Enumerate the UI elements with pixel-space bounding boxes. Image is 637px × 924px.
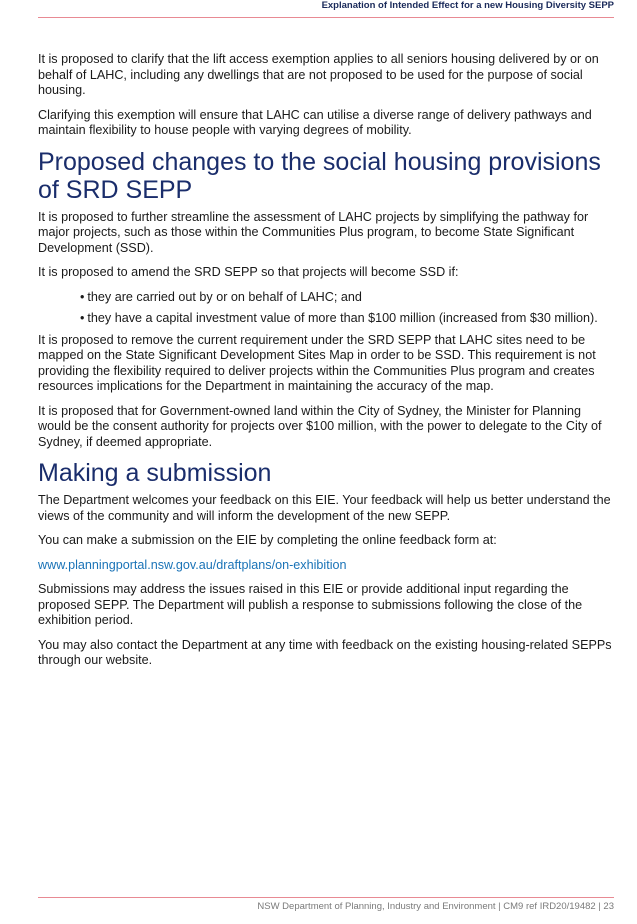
- list-item: [80, 290, 616, 306]
- section-heading-submission: Making a submission: [38, 459, 272, 487]
- section2-paragraph-4: You may also contact the Department at any time with feedback on the existing housing-related SEPPs through our website.: [38, 637, 612, 667]
- section1-paragraph-3: It is proposed to remove the current requirement under the SRD SEPP that LAHC sites need to be mapped on the State Significant Development Sites Map in order to be SSD. This requirement is not providing the flexibility required to deliver projects within the Communities Plus program and creates resources implications for the Department in maintaining the accuracy of the map.: [38, 332, 596, 393]
- list-item-text: they are carried out by or on behalf of LAHC; and: [87, 289, 362, 304]
- section1-paragraph-2: It is proposed to amend the SRD SEPP so that projects will become SSD if:: [38, 265, 459, 279]
- feedback-form-link[interactable]: www.planningportal.nsw.gov.au/draftplans/on-exhibition: [38, 557, 347, 572]
- ssd-criteria-list: [38, 290, 616, 327]
- section2-paragraph-1: The Department welcomes your feedback on this EIE. Your feedback will help us better understand the views of the community and will inform the development of the new SEPP.: [38, 493, 611, 523]
- page-footer: [38, 897, 614, 912]
- bullet-icon: •: [80, 289, 85, 304]
- page-header: [38, 0, 614, 18]
- list-item-text: they have a capital investment value of more than $100 million (increased from $30 million).: [87, 311, 598, 325]
- intro-paragraph-2: Clarifying this exemption will ensure that LAHC can utilise a diverse range of delivery pathways and maintain flexibility to house people with varying degrees of mobility.: [38, 107, 592, 137]
- footer-text: NSW Department of Planning, Industry and Environment | CM9 ref IRD20/19482 | 23: [257, 901, 614, 912]
- list-item: [80, 311, 616, 327]
- section1-paragraph-4: It is proposed that for Government-owned land within the City of Sydney, the Minister for Planning would be the consent authority for projects over $100 million, with the power to delegate to the City of Sydney, if deemed appropriate.: [38, 403, 602, 449]
- section-heading-social-housing: Proposed changes to the social housing provisions of SRD SEPP: [38, 147, 601, 204]
- header-title: Explanation of Intended Effect for a new Housing Diversity SEPP: [321, 0, 614, 11]
- section2-paragraph-2: You can make a submission on the EIE by completing the online feedback form at:: [38, 533, 497, 547]
- section2-paragraph-3: Submissions may address the issues raised in this EIE or provide additional input regarding the proposed SEPP. The Department will publish a response to submissions following the close of the exhibition period.: [38, 582, 583, 627]
- page-content: [38, 52, 616, 678]
- section1-paragraph-1: It is proposed to further streamline the assessment of LAHC projects by simplifying the pathway for major projects, such as those within the Communities Plus program, to become State Significant Development (SSD).: [38, 209, 589, 255]
- bullet-icon: •: [80, 311, 85, 325]
- intro-paragraph-1: It is proposed to clarify that the lift access exemption applies to all seniors housing delivered by or on behalf of LAHC, including any dwellings that are not proposed to be used for the purpose of social housing.: [38, 52, 599, 97]
